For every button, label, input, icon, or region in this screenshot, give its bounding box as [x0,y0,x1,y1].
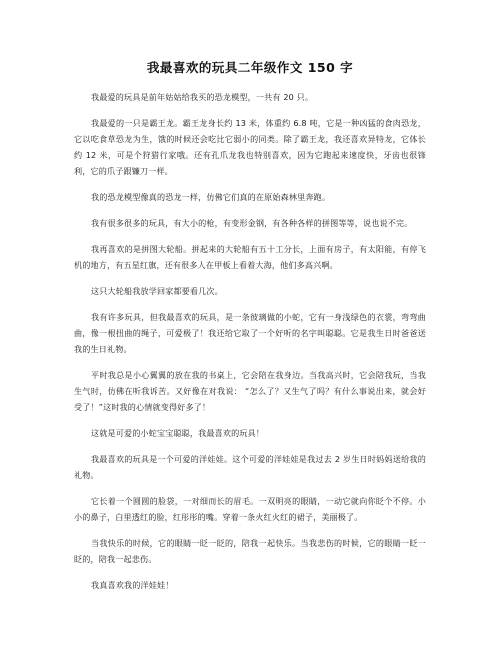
paragraph: 我有许多玩具，但我最喜欢的玩具，是一条彼璃做的小蛇，它有一身浅绿色的衣裳，弯弯曲曲，像一根扭曲的绳子，可爱极了！我还给它取了一个好听的名字叫聪聪。它是我生日时爸爸送我的生日礼物。 [74,312,426,354]
paragraph: 我真喜欢我的洋娃娃！ [91,580,174,590]
paragraph: 我有很多很多的玩具，有大小的枪，有变形金钢，有各种各样的拼图等等，说也说不完。 [91,218,413,228]
paragraph: 我最爱的一只是霸王龙。霸王龙身长约 13 米，体重约 6.8 吨，它是一种凶猛的食肉恐龙，它以吃食草恐龙为生，饿的时候还会吃比它弱小的同类。除了霸王龙，我还喜欢异特龙，它体长约 12 米，可是个狩猎行家哦。还有孔爪龙我也特别喜欢，因为它跑起来速度快，牙齿也很锋利，它的爪子跟镰刀一样。 [74,118,426,176]
paragraph: 这只大轮船我放学回家都要看几次。 [91,286,223,296]
paragraph: 我再喜欢的是拼图大轮船。拼起来的大轮船有五十工分长，上面有房子，有太阳能，有停飞机的地方，有五星红旗，还有很多人在甲板上看着大海，他们多高兴啊。 [74,244,426,270]
paragraph: 我最喜欢的玩具是一个可爱的洋娃娃。这个可爱的洋娃娃是我过去 2 岁生日时妈妈送给我的礼物。 [74,454,426,480]
paragraph: 它长着一个圆圆的脸袋，一对细而长的眉毛。一双明亮的眼睛，一动它就向你眨个不停。小小的鼻子，白里透红的脸，红彤彤的嘴。穿着一条火红火红的裙子，美丽极了。 [74,496,426,522]
paragraph: 我最爱的玩具是前年姑姑给我买的恐龙模型，一共有 20 只。 [91,92,314,102]
document-title: 我最喜欢的玩具二年级作文 150 字 [146,60,354,75]
paragraph: 平时我总是小心翼翼的放在我的书桌上，它会陪在我身边。当我高兴时，它会陪我玩，当我生气时，仿佛在听我诉苦。又好像在对我说： “怎么了？又生气了吗？有什么事说出来，就会好受了！”这时我的心情就变得好多了！ [74,370,426,412]
paragraph: 我的恐龙模型像真的恐龙一样，仿佛它们真的在原始森林里奔跑。 [91,192,331,202]
paragraph: 当我快乐的时候，它的眼睛一眨一眨的，陪我一起快乐。当我悲伤的时候，它的眼睛一眨一眨的，陪我一起悲伤。 [74,538,426,564]
paragraph: 这就是可爱的小蛇宝宝聪聪，我最喜欢的玩具！ [91,428,265,438]
